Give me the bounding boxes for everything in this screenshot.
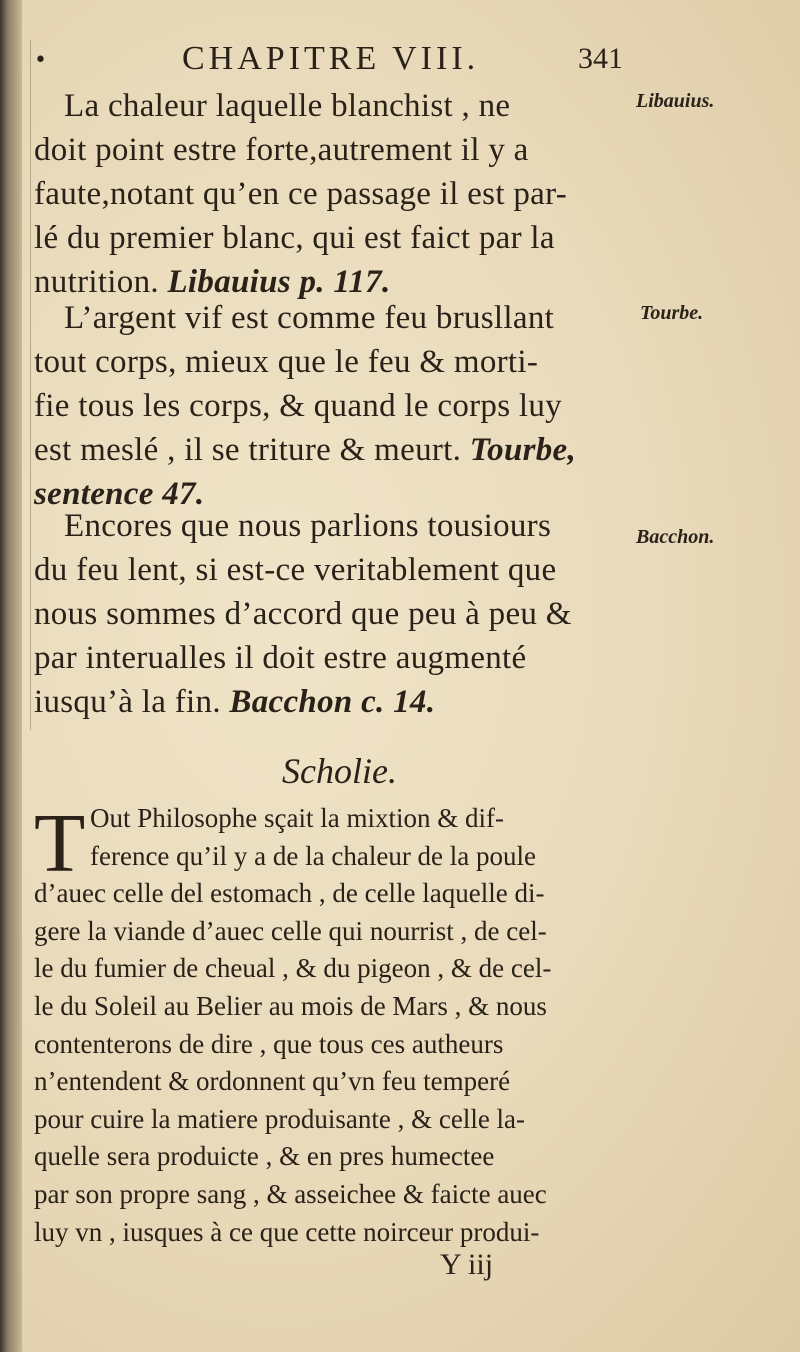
section-heading: Scholie.	[282, 751, 397, 791]
text-line: par interualles il doit estre augmenté	[34, 640, 527, 676]
text-line: fie tous les corps, & quand le corps luy	[34, 388, 562, 424]
text-line: n’entendent & ordonnent qu’vn feu temperé	[34, 1066, 511, 1097]
text-line: nous sommes d’accord que peu à peu &	[34, 596, 572, 632]
text-line: L’argent vif est comme feu brusllant	[64, 300, 555, 336]
text-line: du feu lent, si est-ce veritablement que	[34, 552, 557, 588]
binding-gutter	[0, 0, 22, 1352]
running-head: CHAPITRE VIII.	[182, 40, 480, 77]
text-line: le du Soleil au Belier au mois de Mars , & nous	[34, 990, 547, 1021]
margin-note-bacchon: Bacchon.	[636, 526, 715, 548]
line-text: est meslé , il se triture & meurt.	[34, 432, 470, 468]
citation-part: Tourbe,	[469, 432, 577, 468]
scholie-body	[34, 797, 654, 1251]
margin-note-tourbe: Tourbe.	[640, 302, 704, 324]
text-line: gere la viande d’auec celle qui nourrist , de cel-	[34, 915, 547, 946]
text-line: tout corps, mieux que le feu & morti-	[34, 344, 539, 380]
text-line: faute,notant qu’en ce passage il est par-	[34, 176, 568, 212]
text-line: pour cuire la matiere produisante , & celle la-	[34, 1103, 526, 1134]
citation: Bacchon c. 14.	[229, 684, 436, 720]
margin-rule	[30, 40, 31, 730]
line-text: nutrition.	[34, 264, 168, 300]
header-bullet: •	[34, 48, 47, 73]
text-line: d’auec celle del estomach , de celle laquelle di-	[34, 878, 545, 909]
citation: sentence 47.	[34, 476, 205, 512]
text-line: par son propre sang , & asseichee & faicte auec	[34, 1178, 547, 1209]
signature-mark: Y iij	[440, 1248, 494, 1281]
text-line: ference qu’il y a de la chaleur de la poule	[90, 840, 537, 871]
text-line	[34, 680, 634, 724]
text-line: contenterons de dire , que tous ces autheurs	[34, 1028, 504, 1059]
citation: Libauius p. 117.	[167, 264, 391, 300]
paragraph-tourbe	[34, 296, 634, 516]
page-number: 341	[578, 42, 623, 75]
text-line: lé du premier blanc, qui est faict par la	[34, 220, 555, 256]
paragraph-bacchon	[34, 504, 634, 724]
text-line: La chaleur laquelle blanchist , ne	[64, 88, 511, 124]
text-line: doit point estre forte,autrement il y a	[34, 132, 529, 168]
text-line: luy vn , iusques à ce que cette noirceur produi-	[34, 1216, 540, 1247]
paragraph-libauius	[34, 84, 634, 304]
text-line: Encores que nous parlions tousiours	[64, 508, 552, 544]
text-line: Out Philosophe sçait la mixtion & dif-	[90, 803, 504, 833]
text-line: quelle sera produicte , & en pres humectee	[34, 1141, 495, 1172]
text-line: le du fumier de cheual , & du pigeon , & de cel-	[34, 953, 552, 984]
text-line	[34, 428, 634, 472]
line-text: iusqu’à la fin.	[34, 684, 230, 720]
drop-capital: T	[34, 797, 86, 890]
margin-note-libauius: Libauius.	[636, 90, 715, 112]
